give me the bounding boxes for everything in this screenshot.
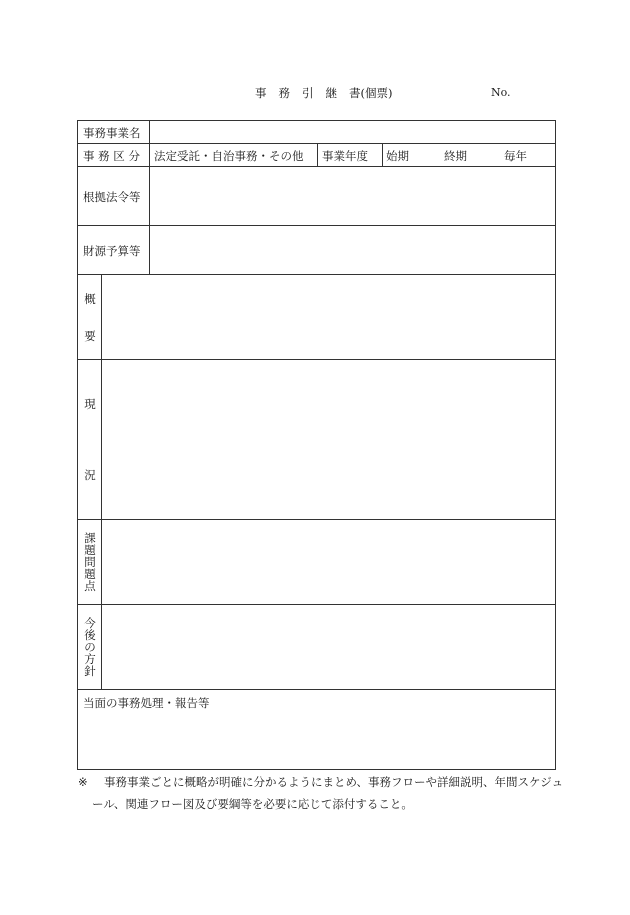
status-label-char: 現 xyxy=(84,397,96,411)
vertical-label-divider xyxy=(101,274,102,689)
document-number-label: No. xyxy=(491,86,511,99)
title-char: 書 xyxy=(349,86,361,100)
status-label-char: 況 xyxy=(84,468,96,482)
title-char: 事 xyxy=(255,86,267,100)
budget-label: 財源予算等 xyxy=(83,244,141,258)
issues-label: 課題問題点 xyxy=(84,531,96,593)
summary-field[interactable] xyxy=(106,279,552,355)
category-divider xyxy=(317,143,318,166)
title-char: 務 xyxy=(278,86,290,100)
legal-basis-field[interactable] xyxy=(154,171,554,221)
row-divider xyxy=(78,359,555,360)
business-category-label: 事 務 区 分 xyxy=(83,149,140,163)
title-char: 引 xyxy=(302,86,314,100)
business-year-label: 事業年度 xyxy=(322,149,368,163)
note-mark: ※ xyxy=(78,775,88,789)
business-name-field[interactable] xyxy=(154,124,554,140)
category-options[interactable]: 法定受託・自治事務・その他 xyxy=(154,149,304,163)
issues-field[interactable] xyxy=(106,524,552,600)
row-divider xyxy=(78,274,555,275)
end-period-label: 終期 xyxy=(444,149,467,163)
business-name-label: 事務事業名 xyxy=(83,126,141,140)
every-year-label: 毎年 xyxy=(504,149,527,163)
policy-label: 今後の方針 xyxy=(84,616,96,678)
legal-basis-label: 根拠法令等 xyxy=(83,190,141,204)
document-title xyxy=(255,85,392,101)
start-period-label: 始期 xyxy=(386,149,409,163)
year-divider xyxy=(382,143,383,166)
handover-form-table xyxy=(77,120,556,770)
label-column-divider xyxy=(149,121,150,274)
status-field[interactable] xyxy=(106,364,552,514)
row-divider xyxy=(78,604,555,605)
note-text: 事務事業ごとに概略が明確に分かるようにまとめ、事務フローや詳細説明、年間スケジュール、関連フロー図及び要綱等を必要に応じて添付すること。 xyxy=(92,775,564,811)
budget-field[interactable] xyxy=(154,229,554,271)
title-char: 継 xyxy=(325,86,337,100)
summary-label-char: 概 xyxy=(84,292,96,306)
footnote xyxy=(78,771,568,815)
current-work-label: 当面の事務処理・報告等 xyxy=(83,696,210,710)
row-divider xyxy=(78,519,555,520)
row-divider xyxy=(78,689,555,690)
policy-field[interactable] xyxy=(106,609,552,685)
summary-label-char: 要 xyxy=(84,329,96,343)
current-work-field[interactable] xyxy=(83,713,551,765)
title-suffix: (個票) xyxy=(360,86,393,100)
